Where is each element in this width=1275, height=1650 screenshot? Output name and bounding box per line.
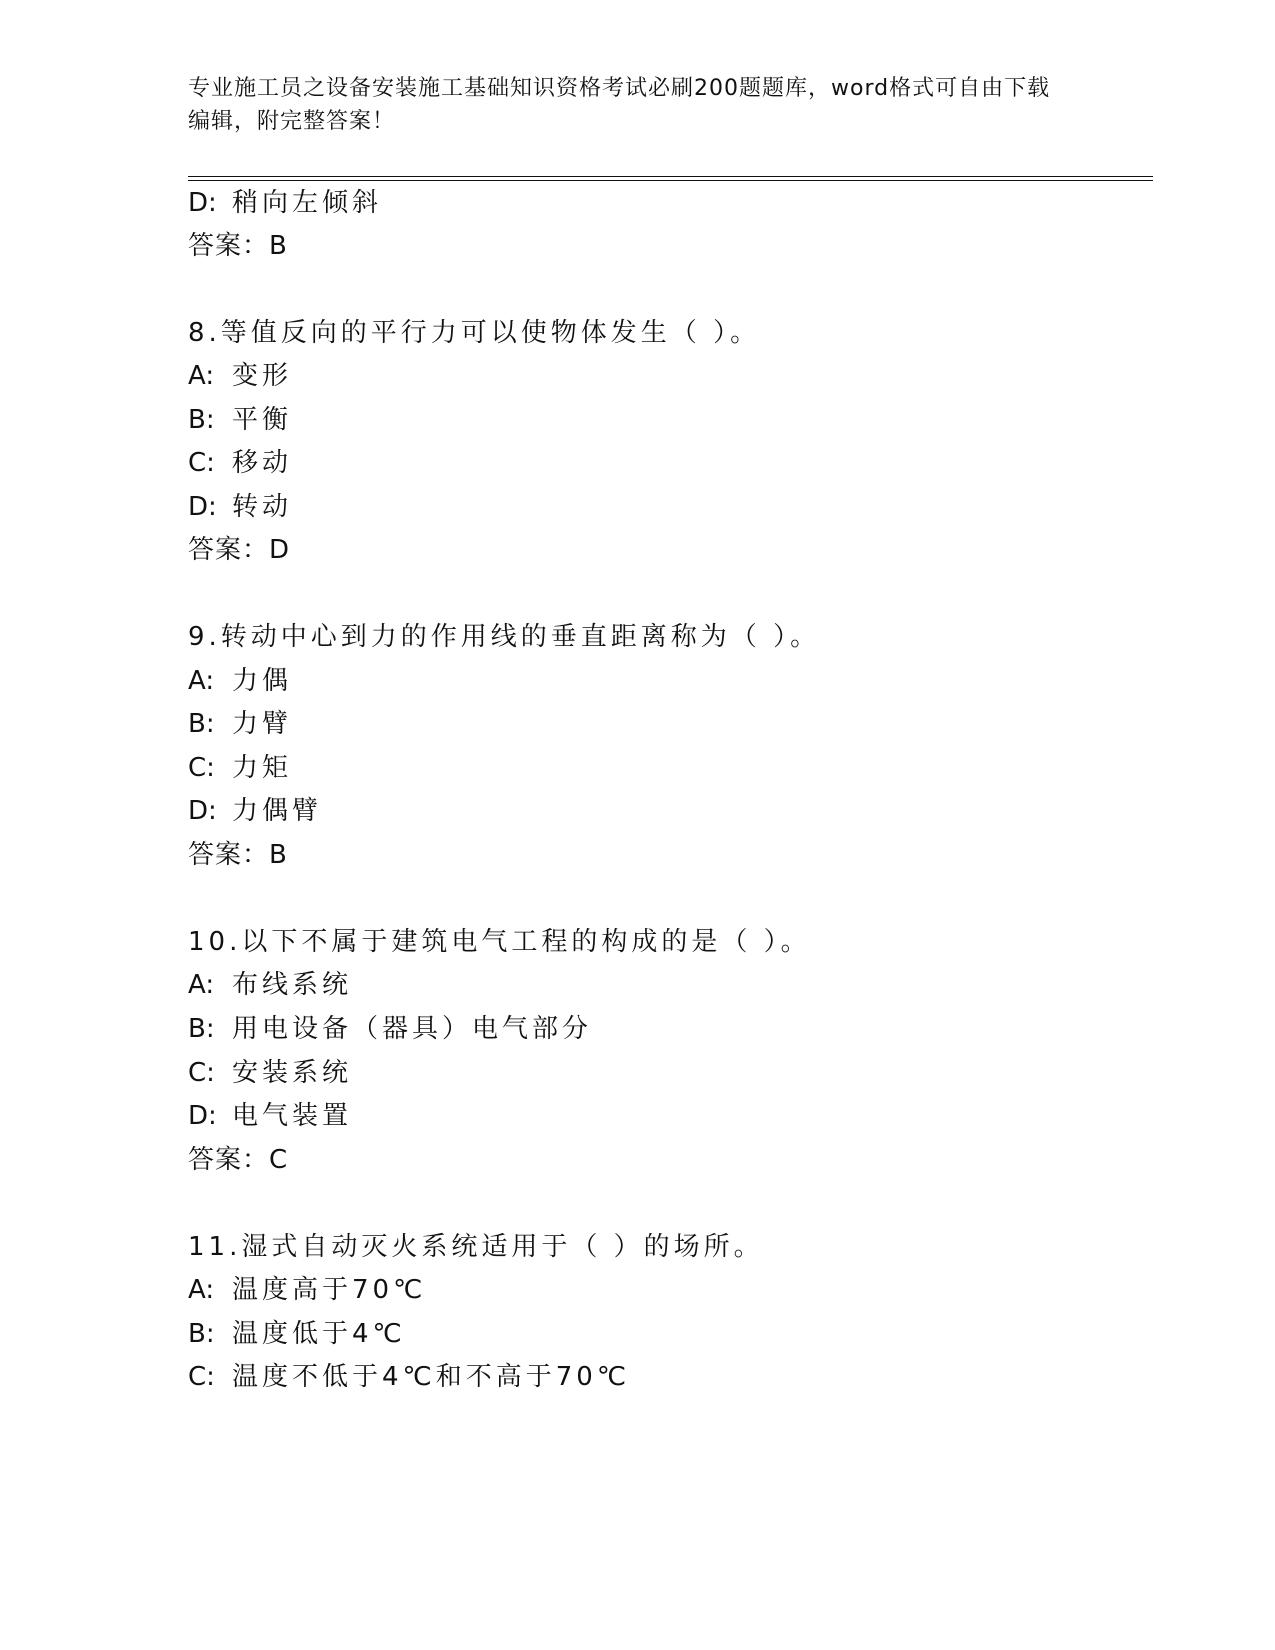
header-divider-bottom: [188, 180, 1153, 181]
option-label: C:: [188, 1058, 215, 1088]
option-text: 温度高于70℃: [232, 1275, 427, 1305]
question-9-option-b: [188, 709, 292, 739]
option-text: 稍向左倾斜: [232, 188, 383, 218]
option-text: 用电设备（器具）电气部分: [232, 1014, 593, 1044]
option-text: 电气装置: [232, 1101, 353, 1131]
question-8-option-b: [188, 405, 292, 435]
question-8-answer: 答案：D: [188, 535, 291, 565]
option-label: D:: [188, 492, 217, 522]
option-text: 移动: [232, 448, 293, 478]
option-label: C:: [188, 753, 215, 783]
question-8-option-c: [188, 448, 292, 478]
question-10-option-b: [188, 1014, 592, 1044]
question-11-stem: 11.湿式自动灭火系统适用于（ ）的场所。: [188, 1232, 764, 1262]
prev-option-d: [188, 188, 382, 218]
question-9-answer: 答案：B: [188, 840, 288, 870]
option-label: D:: [188, 1101, 217, 1131]
option-label: B:: [188, 405, 215, 435]
option-label: A:: [188, 361, 215, 391]
option-text: 力偶臂: [232, 796, 323, 826]
option-text: 温度不低于4℃和不高于70℃: [232, 1362, 631, 1392]
option-text: 力臂: [232, 709, 293, 739]
question-11-option-b: [188, 1319, 406, 1349]
question-9-option-c: [188, 753, 292, 783]
option-text: 转动: [232, 492, 293, 522]
option-label: D:: [188, 796, 217, 826]
question-10-option-d: [188, 1101, 352, 1131]
question-11-option-c: [188, 1362, 630, 1392]
question-8-option-d: [188, 492, 292, 522]
prev-answer: 答案：B: [188, 231, 288, 261]
header-divider-top: [188, 176, 1153, 177]
option-text: 变形: [232, 361, 293, 391]
option-label: C:: [188, 448, 215, 478]
question-8-option-a: [188, 361, 292, 391]
option-text: 力偶: [232, 666, 293, 696]
option-label: C:: [188, 1362, 215, 1392]
question-9-option-a: [188, 666, 292, 696]
question-10-option-a: [188, 970, 352, 1000]
option-text: 温度低于4℃: [232, 1319, 406, 1349]
option-label: A:: [188, 970, 215, 1000]
option-label: D:: [188, 188, 217, 218]
document-header: 专业施工员之设备安装施工基础知识资格考试必刷200题题库，word格式可自由下载编辑，附完整答案！: [188, 76, 1051, 134]
question-10-stem: 10.以下不属于建筑电气工程的构成的是（ ）。: [188, 927, 811, 957]
option-label: A:: [188, 666, 215, 696]
option-text: 力矩: [232, 753, 293, 783]
question-10-option-c: [188, 1058, 352, 1088]
question-10-answer: 答案：C: [188, 1145, 289, 1175]
option-label: B:: [188, 709, 215, 739]
question-9-stem: 9.转动中心到力的作用线的垂直距离称为（ ）。: [188, 622, 821, 652]
option-label: B:: [188, 1319, 215, 1349]
option-text: 布线系统: [232, 970, 353, 1000]
option-text: 平衡: [232, 405, 293, 435]
question-8-stem: 8.等值反向的平行力可以使物体发生（ ）。: [188, 318, 761, 348]
question-9-option-d: [188, 796, 322, 826]
option-label: A:: [188, 1275, 215, 1305]
option-label: B:: [188, 1014, 215, 1044]
option-text: 安装系统: [232, 1058, 353, 1088]
question-11-option-a: [188, 1275, 426, 1305]
